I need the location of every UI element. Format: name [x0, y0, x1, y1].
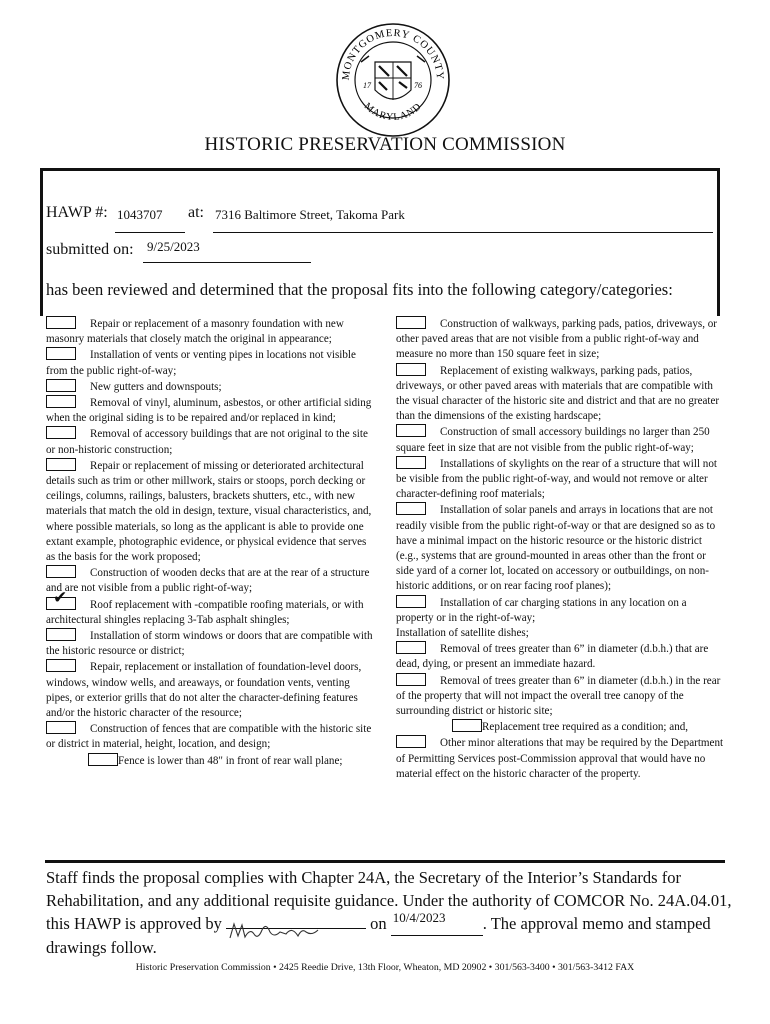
- on-label: on: [370, 914, 387, 933]
- left-item-text: Repair or replacement of a masonry foundation with new masonry materials that closely match the original in appearance;: [46, 318, 344, 346]
- right-item-text: Installations of skylights on the rear of a structure that will not be visible from the public right-of-way, and would not remove or alter character-defining roof materials;: [396, 457, 717, 501]
- checkbox[interactable]: [396, 363, 426, 376]
- right-item: [396, 316, 726, 363]
- left-item: [46, 565, 374, 596]
- checkbox[interactable]: [396, 502, 426, 515]
- right-item-text: Removal of trees greater than 6” in diameter (d.b.h.) that are dead, dying, or present an immediate hazard.: [396, 643, 709, 671]
- montgomery-county-seal: [335, 22, 451, 138]
- address-value: 7316 Baltimore Street, Takoma Park: [215, 207, 405, 222]
- left-item: [46, 659, 374, 721]
- checkbox[interactable]: [46, 395, 76, 408]
- checkbox[interactable]: [88, 753, 118, 766]
- svg-text:MARYLAND: [362, 101, 424, 123]
- left-item: [46, 458, 374, 565]
- right-item: [396, 502, 726, 594]
- left-item: [46, 426, 374, 457]
- left-item-text: Construction of fences that are compatible with the historic site or district in material, height, location, and design;: [46, 723, 372, 751]
- checkbox[interactable]: [46, 721, 76, 734]
- right-item-text: Construction of small accessory buildings no larger than 250 square feet in size that are not visible from the public right-of-way;: [396, 426, 710, 454]
- page-title: HISTORIC PRESERVATION COMMISSION: [204, 134, 566, 155]
- checkbox[interactable]: [46, 659, 76, 672]
- left-item: [46, 347, 374, 378]
- seal-year-right: 76: [414, 81, 422, 90]
- left-item-text: Roof replacement with -compatible roofing materials, or with architectural shingles replacing 3-Tab asphalt shingles;: [46, 598, 364, 626]
- approval-date-value: 10/4/2023: [392, 910, 446, 925]
- right-item-text: Construction of walkways, parking pads, patios, driveways, or other paved areas that are not visible from a public right-of-way and measure no more than 150 square feet in size;: [396, 318, 717, 361]
- right-item-text: Installation of satellite dishes;: [396, 627, 529, 640]
- left-item-text: Repair or replacement of missing or deteriorated architectural details such as trim or other millwork, stairs or stoops, porch decking or ceilings, columns, railings, balusters, brackets shutters, etc., with new materials that match the old in design, texture, visual characteristics, and, where possible materials, so long as the applicant is able to provide one extant example, photographic evidence, or physical evidence that serves as the basis for the work proposed;: [46, 459, 372, 564]
- right-item: [396, 363, 726, 425]
- left-item: [46, 316, 374, 347]
- footer-address: Historic Preservation Commission • 2425 Reedie Drive, 13th Floor, Wheaton, MD 20902 • 301/563-3400 • 301/563-3412 FAX: [135, 962, 635, 973]
- hawp-number-label: HAWP #:: [46, 204, 108, 221]
- staff-approval-paragraph: [46, 866, 736, 959]
- right-item: [396, 456, 726, 503]
- right-item: [396, 735, 726, 782]
- left-item-text: Installation of vents or venting pipes in locations not visible from the public right-of-way;: [46, 349, 356, 377]
- approver-signature-line: [226, 928, 366, 929]
- left-item-text: New gutters and downspouts;: [90, 380, 222, 393]
- right-item: [396, 595, 726, 626]
- seal-bottom-text: MARYLAND: [361, 100, 425, 124]
- left-item: [46, 379, 374, 395]
- checkbox-checked[interactable]: [46, 597, 76, 610]
- at-label: at:: [188, 204, 204, 221]
- left-item: [46, 721, 374, 752]
- hawp-number-underline: [115, 232, 185, 233]
- seal-top-text: MONTGOMERY COUNTY: [340, 27, 446, 81]
- checkbox[interactable]: [46, 426, 76, 439]
- right-item-text: Replacement of existing walkways, parking pads, patios, driveways, or other paved areas with materials that are compatible with the visual character of the historic site and district and that are no greater than the dimensions of the existing hardscape;: [396, 364, 720, 423]
- hawp-number-value: 1043707: [117, 207, 163, 222]
- checkbox[interactable]: [46, 316, 76, 329]
- staff-text-part1: Staff finds the proposal complies with Chapter 24A, the Secretary of the Interior’s Standards for Rehabilitation, and any additional requisite guidance. Under the authority of COMCOR No. 24A.04.01, this HAWP is approved by: [46, 868, 732, 933]
- submitted-value: 9/25/2023: [147, 239, 200, 254]
- left-item-text: Removal of accessory buildings that are not original to the site or non-historic construction;: [46, 428, 368, 456]
- category-list-left: [46, 316, 374, 769]
- checkbox[interactable]: [46, 628, 76, 641]
- checkbox[interactable]: [396, 641, 426, 654]
- right-item: [396, 424, 726, 455]
- left-item-text: Installation of storm windows or doors that are compatible with the historic resource or district;: [46, 630, 373, 658]
- approver-signature: [226, 920, 366, 942]
- checkbox[interactable]: [46, 458, 76, 471]
- left-item: [46, 395, 374, 426]
- checkbox[interactable]: [396, 735, 426, 748]
- submitted-underline: [143, 262, 311, 263]
- address-underline: [213, 232, 713, 233]
- left-item-text: Repair, replacement or installation of foundation-level doors, windows, window wells, and areaways, or foundation vents, venting pipes, or exterior grills that do not alter the character-defining features and/or the historic character of the resource;: [46, 661, 362, 720]
- submitted-label: submitted on:: [46, 241, 134, 258]
- right-item: [396, 626, 726, 641]
- section-divider: [45, 860, 725, 863]
- determination-statement: has been reviewed and determined that the proposal fits into the following category/categories:: [46, 280, 673, 299]
- left-item-text: Construction of wooden decks that are at the rear of a structure and are not visible from a public right-of-way;: [46, 567, 370, 595]
- approval-date-line: [391, 912, 483, 936]
- right-item-text: Removal of trees greater than 6” in diameter (d.b.h.) in the rear of the property that will not impact the overall tree canopy of the surrounding district or historic site;: [396, 674, 721, 718]
- checkbox[interactable]: [396, 595, 426, 608]
- left-item: [46, 753, 374, 769]
- right-item-text: Installation of car charging stations in any location on a property or in the right-of-way;: [396, 596, 687, 624]
- seal-year-left: 17: [363, 81, 371, 90]
- left-item-text: Removal of vinyl, aluminum, asbestos, or other artificial siding when the original siding is to be repaired and/or replaced in kind;: [46, 397, 372, 425]
- right-item-text: Installation of solar panels and arrays in locations that are not readily visible from the public right-of-way or that are designed so as to have a minimal impact on the historic resource or the historic district (e.g., systems that are ground-mounted in areas other than the front or side yard of a corner lot, located on accessory or outbuildings, on non-historic additions, or on rear facing roof planes);: [396, 504, 716, 593]
- left-item: [46, 597, 374, 628]
- right-item-text: Other minor alterations that may be required by the Department of Permitting Services post-Commission approval that would have no material effect on the historic character of the property.: [396, 737, 724, 780]
- checkbox[interactable]: [396, 424, 426, 437]
- right-item: [396, 719, 726, 735]
- checkbox[interactable]: [396, 673, 426, 686]
- checkbox[interactable]: [396, 316, 426, 329]
- right-item-text: Replacement tree required as a condition; and,: [482, 721, 689, 734]
- checkbox[interactable]: [46, 565, 76, 578]
- checkbox[interactable]: [46, 347, 76, 360]
- left-item: [46, 628, 374, 659]
- checkbox[interactable]: [396, 456, 426, 469]
- checkbox[interactable]: [452, 719, 482, 732]
- checkbox[interactable]: [46, 379, 76, 392]
- staff-text-part2: . The approval memo and stamped drawings follow.: [46, 914, 711, 957]
- left-item-text: Fence is lower than 48" in front of rear wall plane;: [118, 754, 343, 767]
- right-item: [396, 641, 726, 672]
- category-list-right: [396, 316, 726, 782]
- right-item: [396, 673, 726, 720]
